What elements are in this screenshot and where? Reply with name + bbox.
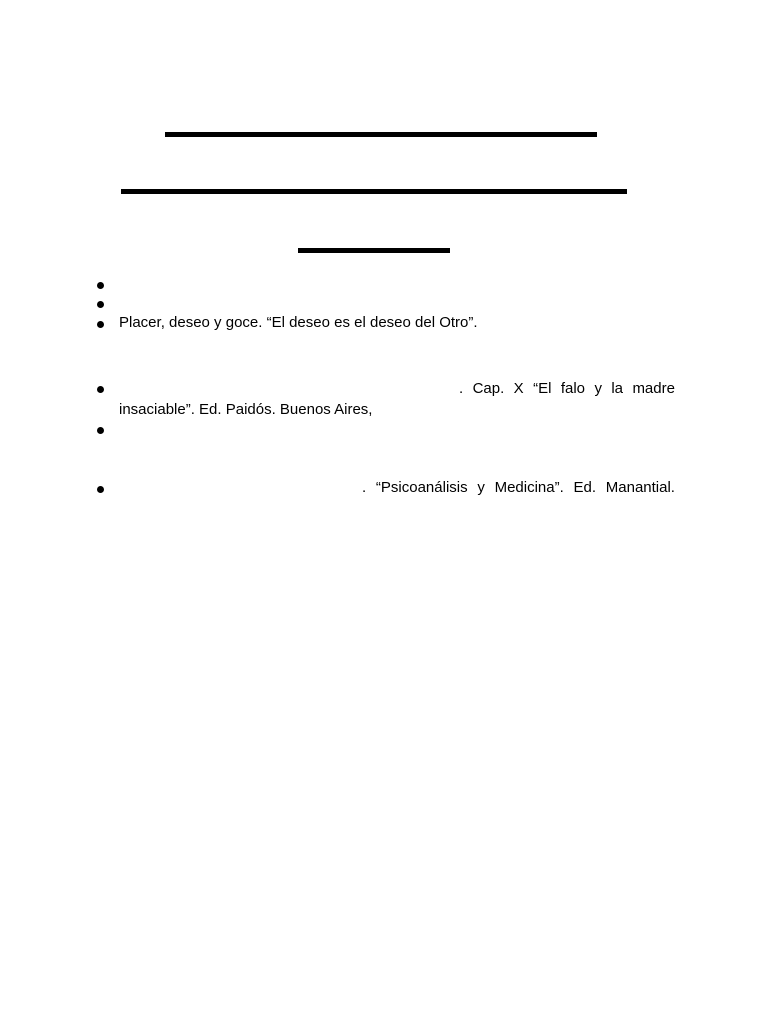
word: y xyxy=(477,479,485,496)
word: falo xyxy=(560,380,586,397)
word: . xyxy=(362,479,367,496)
bullet-5 xyxy=(97,427,104,434)
word: y xyxy=(594,380,602,397)
redacted-title-line-1 xyxy=(165,132,597,137)
word: X xyxy=(513,380,524,397)
bullet-4 xyxy=(97,386,104,393)
list-item-text-3: Placer, deseo y goce. “El deseo es el deseo del Otro”. xyxy=(119,314,478,331)
bullet-2 xyxy=(97,301,104,308)
bullet-1 xyxy=(97,282,104,289)
word: . xyxy=(459,380,464,397)
list-item-text-4-line-1 xyxy=(459,379,675,399)
word: “Psicoanálisis xyxy=(375,479,468,496)
bullet-3 xyxy=(97,321,104,328)
word: Cap. xyxy=(472,380,505,397)
word: la xyxy=(611,380,624,397)
word: “El xyxy=(533,380,552,397)
word: madre xyxy=(632,380,675,397)
list-item-text-4-line-2: insaciable”. Ed. Paidós. Buenos Aires, xyxy=(119,401,373,418)
word: Ed. xyxy=(573,479,597,496)
redacted-title-line-3 xyxy=(298,248,450,253)
word: Medicina”. xyxy=(494,479,564,496)
bullet-6 xyxy=(97,486,104,493)
redacted-title-line-2 xyxy=(121,189,627,194)
list-item-text-6 xyxy=(362,478,675,498)
word: Manantial. xyxy=(605,479,675,496)
